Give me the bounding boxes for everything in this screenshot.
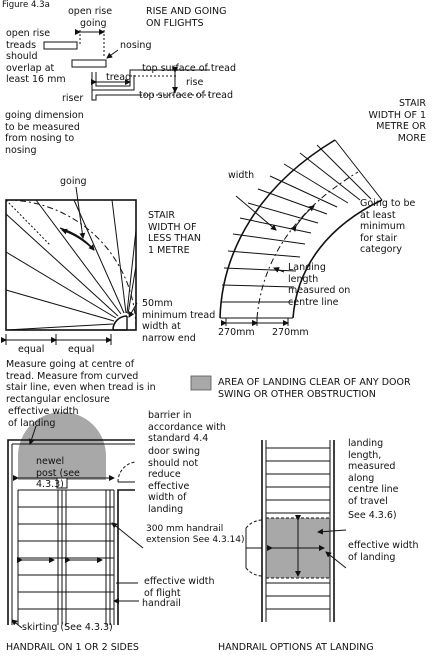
handrail-sides-title: HANDRAIL ON 1 OR 2 SIDES	[6, 642, 139, 653]
tread-label: tread	[106, 72, 132, 83]
eff-flight-label: effective width of flight	[144, 576, 215, 599]
narrow-winder-stair	[6, 187, 137, 345]
top-surface-label-1: top surface of tread	[142, 63, 237, 74]
handrail-landing-diagram	[246, 440, 346, 622]
open-rise-label: open rise	[68, 6, 113, 17]
going-dimension-note: going dimension to be measured from nosing to nosing	[5, 110, 84, 156]
measure-going-note: Measure going at centre of tread. Measure from curved stair line, even when tread is in rectangular enclosure	[6, 359, 156, 405]
nosing-label: nosing	[120, 40, 152, 51]
handrail-sides-diagram	[8, 412, 143, 628]
equal-label-2: equal	[68, 344, 95, 355]
figure-caption: Figure 4.3a	[2, 0, 50, 10]
landing-eff-width-label: effective width of landing	[348, 540, 419, 563]
legend-text: AREA OF LANDING CLEAR OF ANY DOOR SWING OR OTHER OBSTRUCTION	[218, 377, 411, 400]
dim-270-left: 270mm	[218, 327, 255, 338]
riser-label: riser	[62, 93, 84, 104]
top-surface-label-2: top surface of tread	[139, 90, 234, 101]
dim-270-right: 270mm	[272, 327, 309, 338]
narrow-going-label: going	[60, 176, 87, 187]
width-label: width	[228, 170, 255, 181]
door-swing-label: door swing should not reduce effective width of landing	[148, 446, 200, 515]
landing-length-label: landing length, measured along centre line of travel	[348, 438, 399, 507]
going-label: going	[80, 18, 107, 29]
eff-landing-label: effective width of landing	[8, 406, 79, 429]
rise-label: rise	[186, 77, 204, 88]
landing-length-note: Landing length measured on centre line	[288, 262, 351, 308]
barrier-label: barrier in accordance with standard 4.4	[148, 410, 226, 444]
wide-stair-title: STAIR WIDTH OF 1 METRE OR MORE	[368, 98, 426, 144]
newel-post-label: newel post (see 4.3.3)	[36, 456, 80, 490]
handrail-extension-label: 300 mm handrail extension See 4.3.14)	[146, 524, 245, 545]
equal-label-1: equal	[18, 344, 45, 355]
handrail-label: handrail	[142, 598, 181, 609]
narrow-stair-title: STAIR WIDTH OF LESS THAN 1 METRE	[148, 210, 201, 256]
wide-going-note: Going to be at least minimum for stair category	[360, 198, 416, 255]
handrail-landing-title: HANDRAIL OPTIONS AT LANDING	[218, 642, 374, 653]
see-ref-label: See 4.3.6)	[348, 510, 397, 521]
min-tread-note: 50mm minimum tread width at narrow end	[142, 298, 216, 344]
open-rise-note: open rise treads should overlap at least 16 mm	[6, 28, 66, 85]
rise-going-title: RISE AND GOING ON FLIGHTS	[146, 6, 227, 29]
skirting-label: skirting (See 4.3.3)	[22, 622, 113, 633]
legend-swatch	[191, 376, 211, 390]
